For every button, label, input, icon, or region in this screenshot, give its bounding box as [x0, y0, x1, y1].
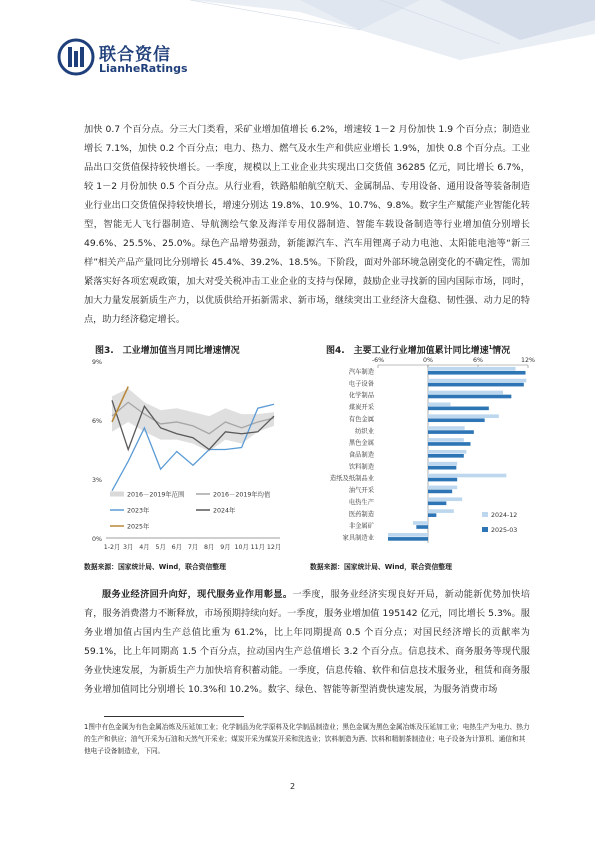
- category-label: 造纸及纸制品业: [329, 475, 374, 483]
- legend-label: 2025-03: [491, 527, 518, 534]
- legend-label: 2016－2019年均值: [213, 491, 271, 499]
- x-tick-label: 1-2月: [103, 544, 121, 551]
- logo-chinese-name: 联合资信: [99, 45, 171, 65]
- x-tick-label: 10月: [234, 544, 249, 551]
- bar: [428, 426, 465, 430]
- bar: [428, 450, 466, 454]
- range-band: [112, 389, 274, 452]
- figure3-line-chart: [84, 355, 296, 557]
- footnote-separator: [104, 716, 244, 717]
- bar: [428, 407, 489, 411]
- legend-label: 2016－2019年范围: [127, 491, 185, 499]
- page-number: 2: [290, 782, 296, 791]
- body-paragraph-services: [84, 585, 530, 699]
- category-label: 纺织业: [355, 427, 374, 435]
- bar: [416, 525, 428, 529]
- bar: [428, 509, 454, 513]
- figure4-title-end: 情况: [492, 346, 511, 356]
- legend-label: 2024年: [213, 507, 236, 515]
- bar: [428, 454, 464, 458]
- legend-label: 2024-12: [491, 512, 518, 519]
- bar: [428, 474, 506, 478]
- x-tick-label: 6月: [171, 544, 182, 551]
- legend-label: 2025年: [127, 523, 150, 531]
- bar: [428, 497, 462, 501]
- lianhe-logo-icon: [57, 38, 95, 76]
- category-label: 化学制品: [348, 392, 374, 400]
- category-label: 家具制造业: [342, 534, 374, 542]
- x-tick-label: 9月: [220, 544, 231, 551]
- bar: [428, 478, 457, 482]
- bar: [428, 395, 511, 399]
- company-logo: [57, 38, 207, 80]
- bar: [428, 414, 499, 418]
- y-tick-label: 0%: [92, 536, 102, 543]
- legend-swatch: [482, 512, 488, 517]
- x-tick-label: 6%: [473, 357, 483, 364]
- category-label: 煤炭开采: [348, 404, 374, 412]
- x-tick-label: 7月: [187, 544, 199, 551]
- body-paragraph-industry: 加快 0.7 个百分点。分三大门类看，采矿业增加值增长 6.2%，增速较 1－2 月份加快 1.9 个百分点；制造业增长 7.1%，加快 0.2 个百分点；电力、热力、燃气及水生产和供应业增长 1.9%，加快 0.8 个百分点。工业品出口交货值保持较快增长。一季度，规模以上工业企业共实现出口交货值 36285 亿元，同比增长 6.7%，较 1－2 月份加快 0.5 个百分点。从行业看，铁路船舶航空航天、金属制品、专用设备、通用设备等装备制造业行业出口交货值保持较快增长，增速分别达 19.8%、10.9%、10.7%、9.8%。数字生产赋能产业智能化转型，智能无人飞行器制造、导航测绘气象及海洋专用仪器制造、智能车载设备制造等行业增加值分别增长 49.6%、25.5%、25.0%。绿色产品增势强劲，新能源汽车、汽车用锂离子动力电池、太阳能电池等“新三样”相关产品产量同比分别增长 45.4%、39.2%、18.5%。下阶段，面对外部环境急剧变化的不确定性，需加紧落实好各项宏观政策，加大对受关税冲击工业企业的支持与保障，鼓励企业寻找新的国内国际市场，同时，加大力量发展新质生产力，以优质供给开拓新需求、新市场，继续突出工业经济大盘稳、韧性强、动力足的特点，助力经济稳定增长。: [84, 124, 530, 325]
- figure4-source: 数据来源：国家统计局、Wind，联合资信整理: [310, 563, 452, 571]
- bar: [388, 533, 428, 537]
- figure4-title-main: 图4. 主要工业行业增加值累计同比增速: [326, 346, 489, 356]
- bar: [428, 371, 526, 375]
- x-tick-label: 12%: [521, 357, 535, 364]
- x-tick-label: 8月: [204, 544, 215, 551]
- legend-label: 2023年: [127, 507, 150, 515]
- x-tick-label: 3月: [123, 544, 134, 551]
- bar: [413, 521, 428, 525]
- bar: [428, 383, 524, 387]
- y-tick-label: 9%: [92, 359, 102, 366]
- y-tick-label: 3%: [92, 477, 102, 484]
- category-label: 黑色金属: [348, 439, 374, 447]
- bar: [428, 367, 516, 371]
- bar: [428, 462, 457, 466]
- x-tick-label: 12月: [266, 544, 282, 551]
- services-body-text: 一季度，服务业经济实现良好开局，新动能新优势加快培育，服务消费潜力不断释放，市场预期持续向好。一季度，服务业增加值 195142 亿元，同比增长 5.3%。服务业增加值占国内生产总值比重为 61.2%，比上年同期提高 0.5 个百分点；对国民经济增长的贡献率为 59.1%，比上年同期高 1.5 个百分点，拉动国内生产总值增长 3.2 个百分点。信息技术、商务服务等现代服务业快速发展，为新质生产力加快培育积蓄动能。一季度，信息传输、软件和信息技术服务业，租赁和商务服务业增加值同比分别增长 10.3%和 10.2%。数字、绿色、智能等新型消费快速发展，为服务消费市场: [84, 589, 531, 695]
- category-label: 非金属矿: [348, 522, 374, 530]
- bar: [428, 466, 456, 470]
- bar: [428, 490, 452, 494]
- category-label: 饮料制造: [348, 463, 374, 471]
- bar: [428, 430, 474, 434]
- bar: [428, 486, 457, 490]
- category-label: 食品制造: [348, 451, 374, 459]
- category-label: 油气开采: [348, 487, 374, 495]
- footnote: 1图中有色金属为有色金属冶炼及压延加工业；化学制品为化学原料及化学制品制造业；黑色金属为黑色金属冶炼及压延加工业；电热生产为电力、热力的生产和供应；油气开采为石油和天然气开采业；煤炭开采为煤炭开采和洗选业；饮料制造为酒、饮料和精制茶制造业；电子设备为计算机、通信和其他电子设备制造业，下同。: [84, 723, 530, 755]
- category-label: 电子设备: [348, 380, 374, 388]
- services-lead-sentence: 服务业经济回升向好，现代服务业作用彰显。: [102, 589, 293, 600]
- x-tick-label: 4月: [139, 544, 150, 551]
- bar: [428, 438, 464, 442]
- logo-english-name: LianheRatings: [99, 62, 188, 75]
- y-tick-label: 6%: [92, 418, 102, 425]
- x-tick-label: 5月: [155, 544, 166, 551]
- category-label: 有色金属: [348, 415, 374, 423]
- bar: [428, 379, 526, 383]
- x-tick-label: 11月: [250, 544, 265, 551]
- figure3-source: 数据来源：国家统计局、Wind，联合资信整理: [84, 563, 226, 571]
- x-tick-label: -6%: [371, 357, 385, 364]
- bar: [388, 537, 428, 541]
- bar: [428, 513, 436, 517]
- bar: [428, 402, 451, 406]
- bar: [428, 391, 503, 395]
- bar: [428, 501, 446, 505]
- category-label: 医药制造: [348, 510, 374, 518]
- category-label: 电热生产: [348, 498, 374, 506]
- bar: [428, 442, 471, 446]
- bar: [428, 418, 485, 422]
- figure4-bar-chart: [306, 355, 538, 557]
- x-tick-label: 0%: [423, 357, 433, 364]
- figure3-title: 图3. 工业增加值当月同比增速情况: [95, 346, 240, 356]
- legend-swatch: [482, 527, 488, 532]
- category-label: 汽车制造: [348, 368, 374, 376]
- figure4-title-sup: 1: [488, 345, 493, 351]
